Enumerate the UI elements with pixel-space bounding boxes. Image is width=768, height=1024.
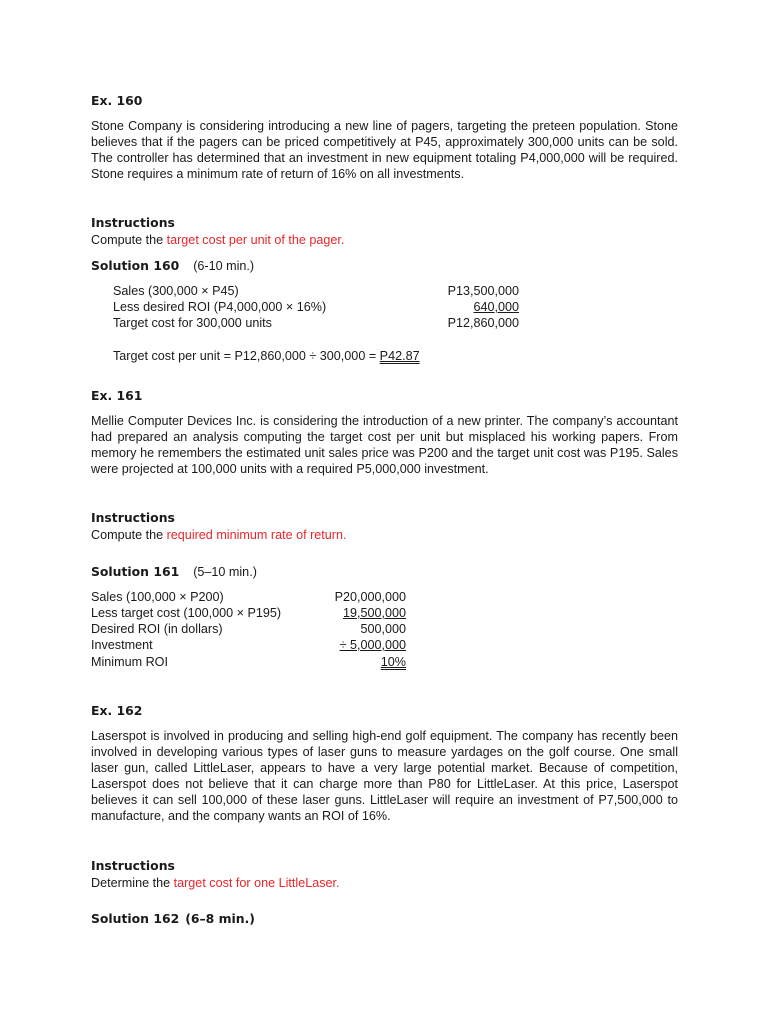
exercise-160-heading: Ex. 160 xyxy=(91,93,143,108)
exercise-161-heading: Ex. 161 xyxy=(91,388,143,403)
row-label: Minimum ROI xyxy=(91,655,168,669)
solution-time: (6-10 min.) xyxy=(193,259,255,273)
instruction-highlight: target cost for one LittleLaser. xyxy=(173,876,340,890)
row-amount: 10% xyxy=(380,655,406,669)
target-cost-per-unit xyxy=(113,348,420,364)
exercise-160-instructions-heading: Instructions xyxy=(91,215,175,230)
exercise-162-instructions-heading: Instructions xyxy=(91,858,175,873)
solution-162-heading xyxy=(91,911,255,927)
row-label: Investment xyxy=(91,638,153,652)
instruction-highlight: required minimum rate of return. xyxy=(166,528,347,542)
solution-160-heading xyxy=(91,258,254,274)
row-amount: ÷ 5,000,000 xyxy=(339,638,406,652)
row-amount: P13,500,000 xyxy=(447,284,519,298)
row-label: Sales (300,000 × P45) xyxy=(113,284,239,298)
row-amount: 640,000 xyxy=(473,300,519,314)
row-label: Sales (100,000 × P200) xyxy=(91,590,224,604)
solution-time: (6–8 min.) xyxy=(185,911,255,926)
solution-161-heading xyxy=(91,564,257,580)
solution-title: Solution 162 xyxy=(91,911,180,926)
exercise-162-heading: Ex. 162 xyxy=(91,703,143,718)
instruction-highlight: target cost per unit of the pager. xyxy=(166,233,345,247)
instruction-text: Compute the xyxy=(91,528,167,542)
row-label: Target cost for 300,000 units xyxy=(113,316,272,330)
row-amount: 500,000 xyxy=(360,622,406,636)
row-amount: P20,000,000 xyxy=(334,590,406,604)
instruction-text: Determine the xyxy=(91,876,174,890)
row-label: Desired ROI (in dollars) xyxy=(91,622,223,636)
solution-time: (5–10 min.) xyxy=(193,565,257,579)
exercise-161-problem: Mellie Computer Devices Inc. is considering the introduction of a new printer. The company’s accountant had prepared an analysis computing the target cost per unit but misplaced his working papers. From memory he remembers the estimated unit sales price was P200 and the target unit cost was P195. Sales were projected at 100,000 units with a required P5,000,000 investment. xyxy=(91,414,678,476)
row-amount: 19,500,000 xyxy=(342,606,406,620)
exercise-162-problem: Laserspot is involved in producing and selling high-end golf equipment. The company has recently been involved in developing various types of laser guns to measure yardages on the golf course. One small laser gun, called LittleLaser, appears to have a very large potential market. Because of competition, Laserspot does not believe that it can charge more than P80 for LittleLaser. At this price, Laserspot believes it can sell 100,000 of these laser guns. LittleLaser will require an investment of P7,500,000 to manufacture, and the company wants an ROI of 16%. xyxy=(91,729,678,823)
row-label: Less desired ROI (P4,000,000 × 16%) xyxy=(113,300,327,314)
exercise-161-instruction xyxy=(91,527,347,543)
exercise-162-instruction xyxy=(91,875,340,891)
solution-title: Solution 161 xyxy=(91,564,180,579)
instruction-text: Compute the xyxy=(91,233,167,247)
row-label: Less target cost (100,000 × P195) xyxy=(91,606,282,620)
exercise-160-problem: Stone Company is considering introducing a new line of pagers, targeting the preteen population. Stone believes that if the pagers can be priced competitively at P45, approximately 300,000 units can be sold. The controller has determined that an investment in new equipment totaling P4,000,000 will be required. Stone requires a minimum rate of return of 16% on all investments. xyxy=(91,119,678,181)
per-unit-formula: Target cost per unit = P12,860,000 ÷ 300,000 = xyxy=(113,349,380,363)
exercise-161-instructions-heading: Instructions xyxy=(91,510,175,525)
exercise-160-instruction xyxy=(91,232,344,248)
row-amount: P12,860,000 xyxy=(447,316,519,330)
per-unit-result: P42.87 xyxy=(379,349,420,363)
solution-title: Solution 160 xyxy=(91,258,180,273)
